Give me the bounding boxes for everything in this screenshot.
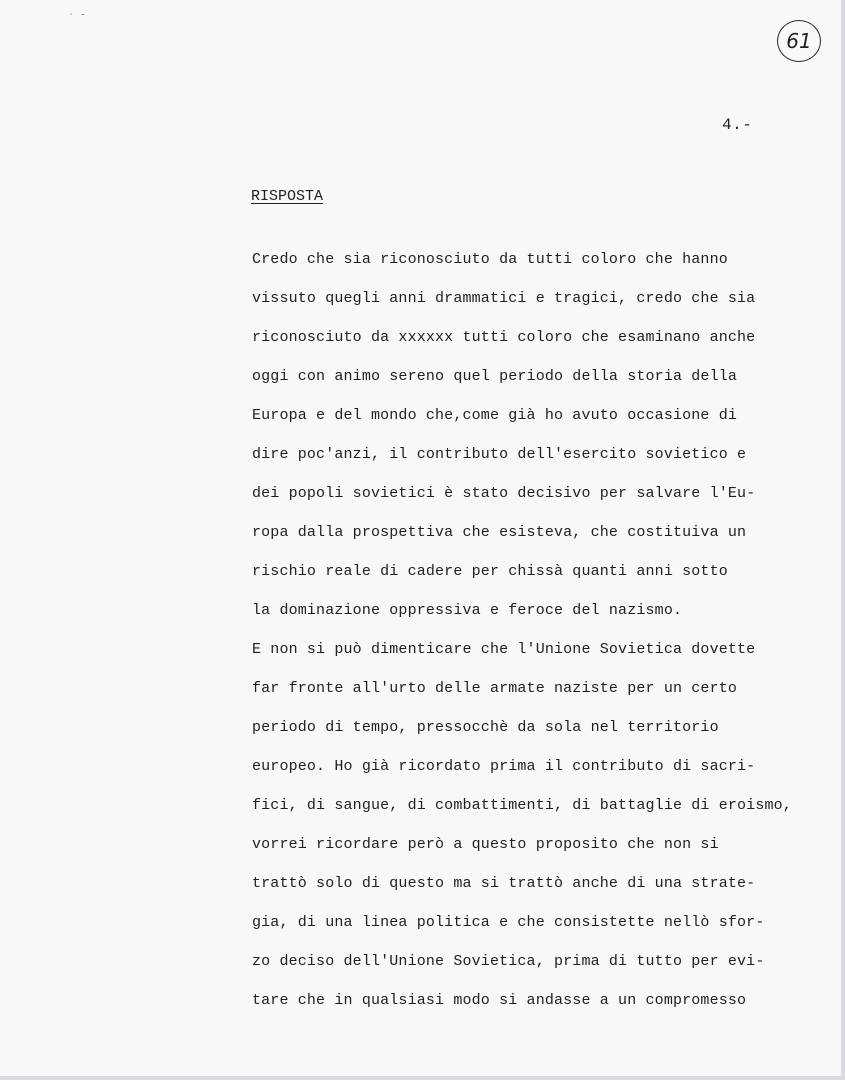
text-line: rischio reale di cadere per chissà quanti anni sotto [252,563,728,580]
text-line: europeo. Ho già ricordato prima il contributo di sacri- [252,758,756,775]
text-line: vissuto quegli anni drammatici e tragici, credo che sia [252,290,756,307]
typed-text-body [252,240,832,1020]
text-line: trattò solo di questo ma si trattò anche di una strate- [252,875,756,892]
text-line: Credo che sia riconosciuto da tutti coloro che hanno [252,251,728,268]
text-line: la dominazione oppressiva e feroce del nazismo. [252,602,683,619]
text-line: E non si può dimenticare che l'Unione Sovietica dovette [252,641,756,658]
archive-stamp: 61 [777,20,821,62]
text-line: vorrei ricordare però a questo proposito che non si [252,836,719,853]
text-line: zo deciso dell'Unione Sovietica, prima di tutto per evi- [252,953,765,970]
text-line: oggi con animo sereno quel periodo della storia della [252,368,738,385]
text-line: tare che in qualsiasi modo si andasse a un compromesso [252,992,747,1009]
page-number: 4.- [722,116,753,134]
text-line: dei popoli sovietici è stato decisivo per salvare l'Eu- [252,485,756,502]
text-line: Europa e del mondo che,come già ho avuto occasione di [252,407,738,424]
text-line: dire poc'anzi, il contributo dell'esercito sovietico e [252,446,747,463]
paper-speck: ˙ ˉ [68,14,87,25]
text-line: gia, di una linea politica e che consistette nellò sfor- [252,914,765,931]
text-line: fici, di sangue, di combattimenti, di battaglie di eroismo, [252,797,792,814]
text-line: far fronte all'urto delle armate naziste per un certo [252,680,738,697]
text-line: periodo di tempo, pressocchè da sola nel territorio [252,719,719,736]
section-heading: RISPOSTA [251,188,324,205]
text-line: ropa dalla prospettiva che esisteva, che costituiva un [252,524,747,541]
text-line: riconosciuto da xxxxxx tutti coloro che esaminano anche [252,329,756,346]
